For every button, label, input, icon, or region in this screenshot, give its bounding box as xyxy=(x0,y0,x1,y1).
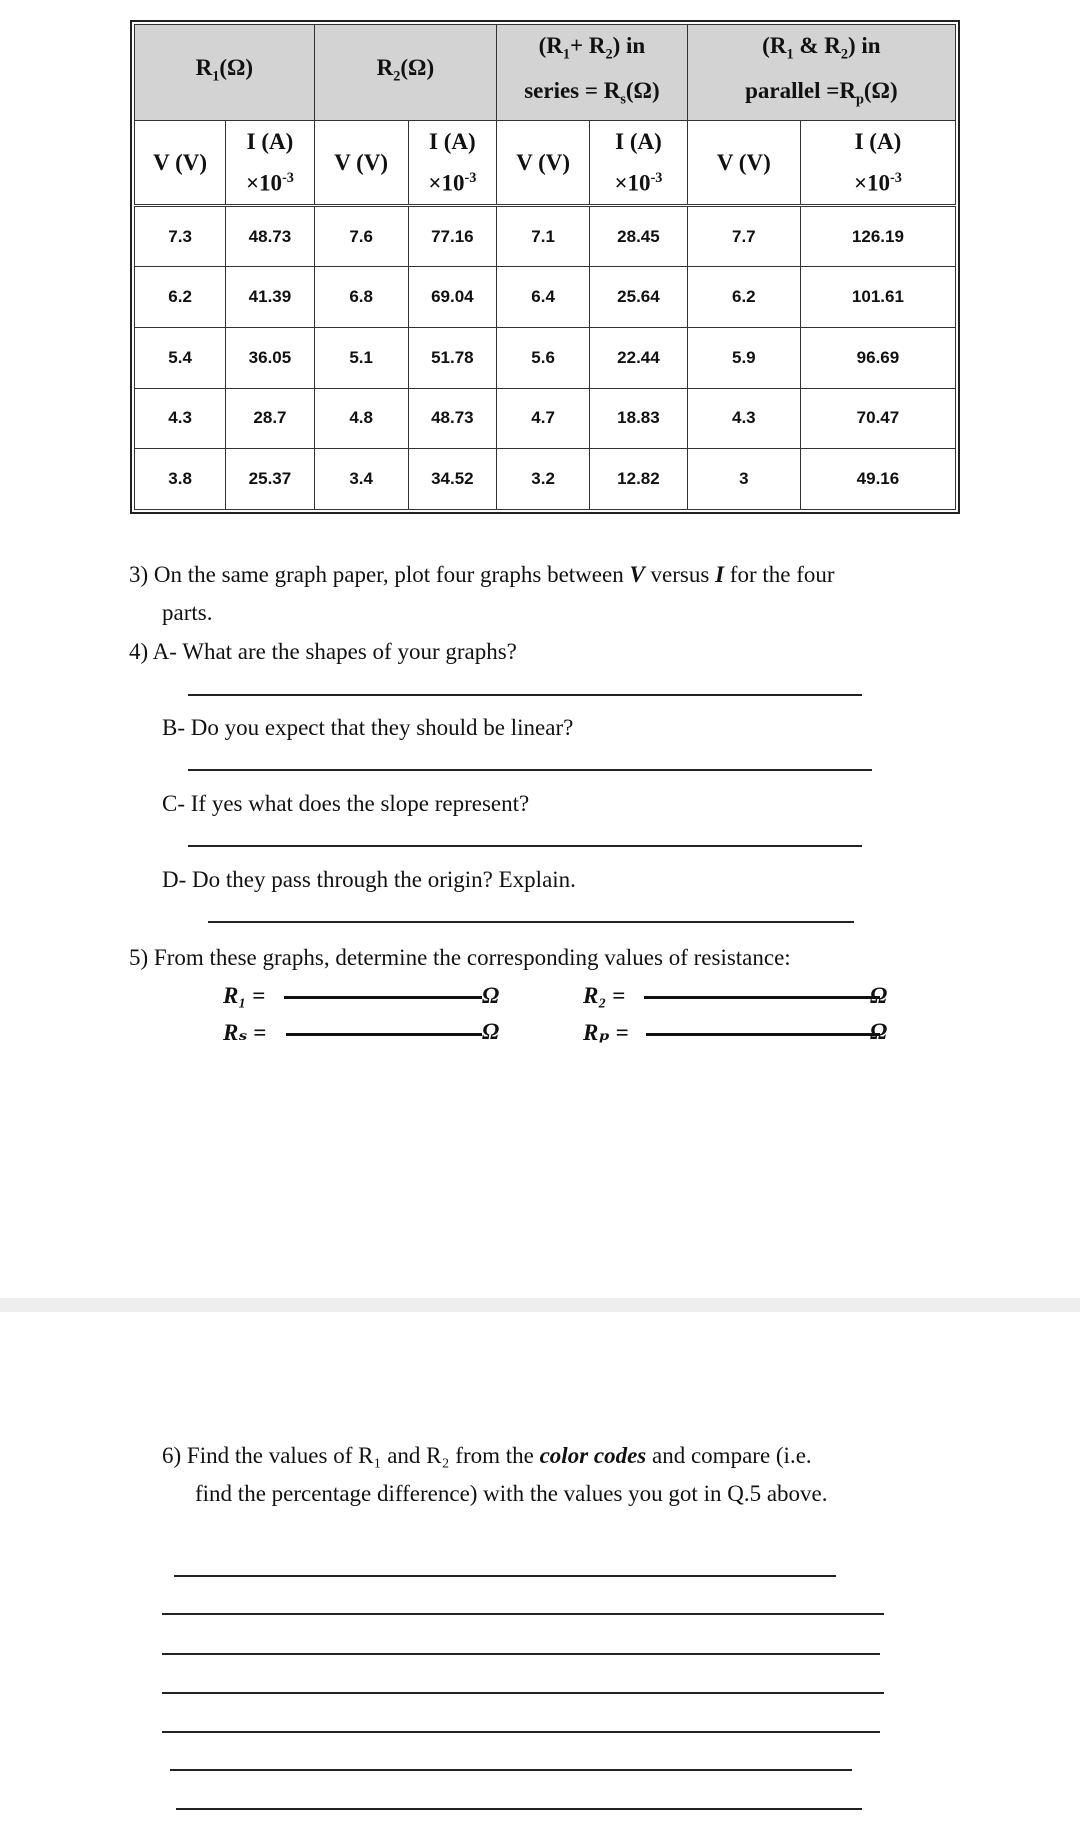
col-header-voltage: V (V) xyxy=(497,121,590,206)
q3-var-i: I xyxy=(715,562,725,587)
question-6 xyxy=(162,1437,1022,1513)
group-title: $R_2(\Omega)$ xyxy=(376,55,435,85)
question-4d: D- Do they pass through the origin? Explain. xyxy=(162,867,576,892)
answer-line-6[interactable] xyxy=(176,1808,862,1810)
question-3 xyxy=(129,556,959,632)
cell-current: 77.16 xyxy=(408,206,496,267)
group-header-series xyxy=(497,25,688,121)
data-table-frame xyxy=(130,20,960,514)
col-header-current: I (A) $\times 10^{-3}$ xyxy=(226,121,314,206)
cell-current: 96.69 xyxy=(800,327,955,388)
table-row xyxy=(135,327,956,388)
cell-current: 34.52 xyxy=(408,449,496,510)
answer-line-4a[interactable] xyxy=(188,694,862,696)
cell-current: 101.61 xyxy=(800,267,955,328)
cell-voltage: 3 xyxy=(687,449,800,510)
cell-voltage: 6.2 xyxy=(687,267,800,328)
q3-var-v: V xyxy=(629,562,645,587)
question-4a: 4) A- What are the shapes of your graphs? xyxy=(129,639,517,664)
cell-current: 12.82 xyxy=(590,449,688,510)
cell-voltage: 3.4 xyxy=(314,449,408,510)
label-r2: R₂ = xyxy=(583,983,626,1008)
cell-voltage: 4.8 xyxy=(314,388,408,449)
cell-current: 25.37 xyxy=(226,449,314,510)
group-header-parallel xyxy=(687,25,955,121)
answer-line-6[interactable] xyxy=(162,1613,884,1615)
answer-line-6[interactable] xyxy=(162,1653,880,1655)
cell-current: 48.73 xyxy=(408,388,496,449)
cell-voltage: 7.3 xyxy=(135,206,226,267)
cell-voltage: 7.7 xyxy=(687,206,800,267)
cell-voltage: 4.3 xyxy=(135,388,226,449)
cell-current: 41.39 xyxy=(226,267,314,328)
unit-omega: Ω xyxy=(482,1019,500,1044)
col-header-current: I (A) $\times 10^{-3}$ xyxy=(800,121,955,206)
group-header-row xyxy=(135,25,956,121)
answer-line-6[interactable] xyxy=(162,1731,880,1733)
col-header-voltage: V (V) xyxy=(135,121,226,206)
table-row xyxy=(135,449,956,510)
cell-current: 51.78 xyxy=(408,327,496,388)
data-table xyxy=(134,24,956,510)
answer-line-rp[interactable] xyxy=(646,1033,880,1036)
cell-voltage: 4.7 xyxy=(497,388,590,449)
group-header-r2 xyxy=(314,25,496,121)
label-r1: R₁ = xyxy=(223,983,266,1008)
cell-current: 28.7 xyxy=(226,388,314,449)
unit-omega: Ω xyxy=(870,1019,888,1044)
answer-line-4d[interactable] xyxy=(208,921,854,923)
answer-line-4b[interactable] xyxy=(188,769,872,771)
cell-voltage: 5.1 xyxy=(314,327,408,388)
cell-voltage: 4.3 xyxy=(687,388,800,449)
col-header-current: I (A) $\times 10^{-3}$ xyxy=(408,121,496,206)
unit-header-row xyxy=(135,121,956,206)
label-rp: Rₚ = xyxy=(583,1020,629,1045)
group-title: $R_1(\Omega)$ xyxy=(195,55,254,85)
answer-line-6[interactable] xyxy=(162,1692,884,1694)
answer-line-4c[interactable] xyxy=(188,845,862,847)
cell-voltage: 5.9 xyxy=(687,327,800,388)
col-header-voltage: V (V) xyxy=(314,121,408,206)
q3-text: 3) On the same graph paper, plot four graphs between xyxy=(129,562,630,587)
answer-line-rs[interactable] xyxy=(286,1033,482,1036)
page-separator xyxy=(0,1298,1080,1312)
table-row xyxy=(135,267,956,328)
answer-line-6[interactable] xyxy=(174,1575,836,1577)
cell-current: 49.16 xyxy=(800,449,955,510)
cell-voltage: 6.4 xyxy=(497,267,590,328)
q6-text: and compare (i.e. xyxy=(646,1443,812,1468)
table-row xyxy=(135,206,956,267)
q6-text: 6) Find the values of R₁ and R₂ from the xyxy=(162,1443,540,1468)
col-header-current: I (A) $\times 10^{-3}$ xyxy=(590,121,688,206)
table-body xyxy=(135,206,956,510)
cell-current: 70.47 xyxy=(800,388,955,449)
unit-omega: Ω xyxy=(482,983,500,1008)
cell-voltage: 3.2 xyxy=(497,449,590,510)
cell-current: 69.04 xyxy=(408,267,496,328)
question-5: 5) From these graphs, determine the corresponding values of resistance: xyxy=(129,945,791,970)
cell-voltage: 7.6 xyxy=(314,206,408,267)
cell-current: 36.05 xyxy=(226,327,314,388)
cell-voltage: 3.8 xyxy=(135,449,226,510)
group-title: ($R_1$ & $R_2$) in parallel $=R_p(\Omega)$ xyxy=(745,32,898,108)
q3-text: for the four xyxy=(724,562,835,587)
cell-current: 22.44 xyxy=(590,327,688,388)
cell-voltage: 6.2 xyxy=(135,267,226,328)
cell-voltage: 5.4 xyxy=(135,327,226,388)
answer-line-6[interactable] xyxy=(170,1769,852,1771)
worksheet-page-2 xyxy=(0,1312,1080,1824)
question-4c: C- If yes what does the slope represent? xyxy=(162,791,530,816)
cell-current: 25.64 xyxy=(590,267,688,328)
cell-current: 28.45 xyxy=(590,206,688,267)
cell-voltage: 6.8 xyxy=(314,267,408,328)
cell-current: 18.83 xyxy=(590,388,688,449)
unit-omega: Ω xyxy=(870,983,888,1008)
q3-text: versus xyxy=(644,562,716,587)
answer-line-r1[interactable] xyxy=(284,996,482,999)
label-rs: Rₛ = xyxy=(223,1020,267,1045)
table-row xyxy=(135,388,956,449)
col-header-voltage: V (V) xyxy=(687,121,800,206)
group-title: $(R_1+ R_2)$ in series = $R_s(\Omega)$ xyxy=(524,32,660,108)
cell-current: 126.19 xyxy=(800,206,955,267)
cell-voltage: 5.6 xyxy=(497,327,590,388)
cell-current: 48.73 xyxy=(226,206,314,267)
answer-line-r2[interactable] xyxy=(644,996,880,999)
cell-voltage: 7.1 xyxy=(497,206,590,267)
q6-text-line2: find the percentage difference) with the values you got in Q.5 above. xyxy=(195,1481,828,1506)
group-header-r1 xyxy=(135,25,315,121)
q6-color-codes: color codes xyxy=(539,1443,647,1468)
question-4b: B- Do you expect that they should be linear? xyxy=(162,715,574,740)
q3-text-line2: parts. xyxy=(162,600,213,625)
